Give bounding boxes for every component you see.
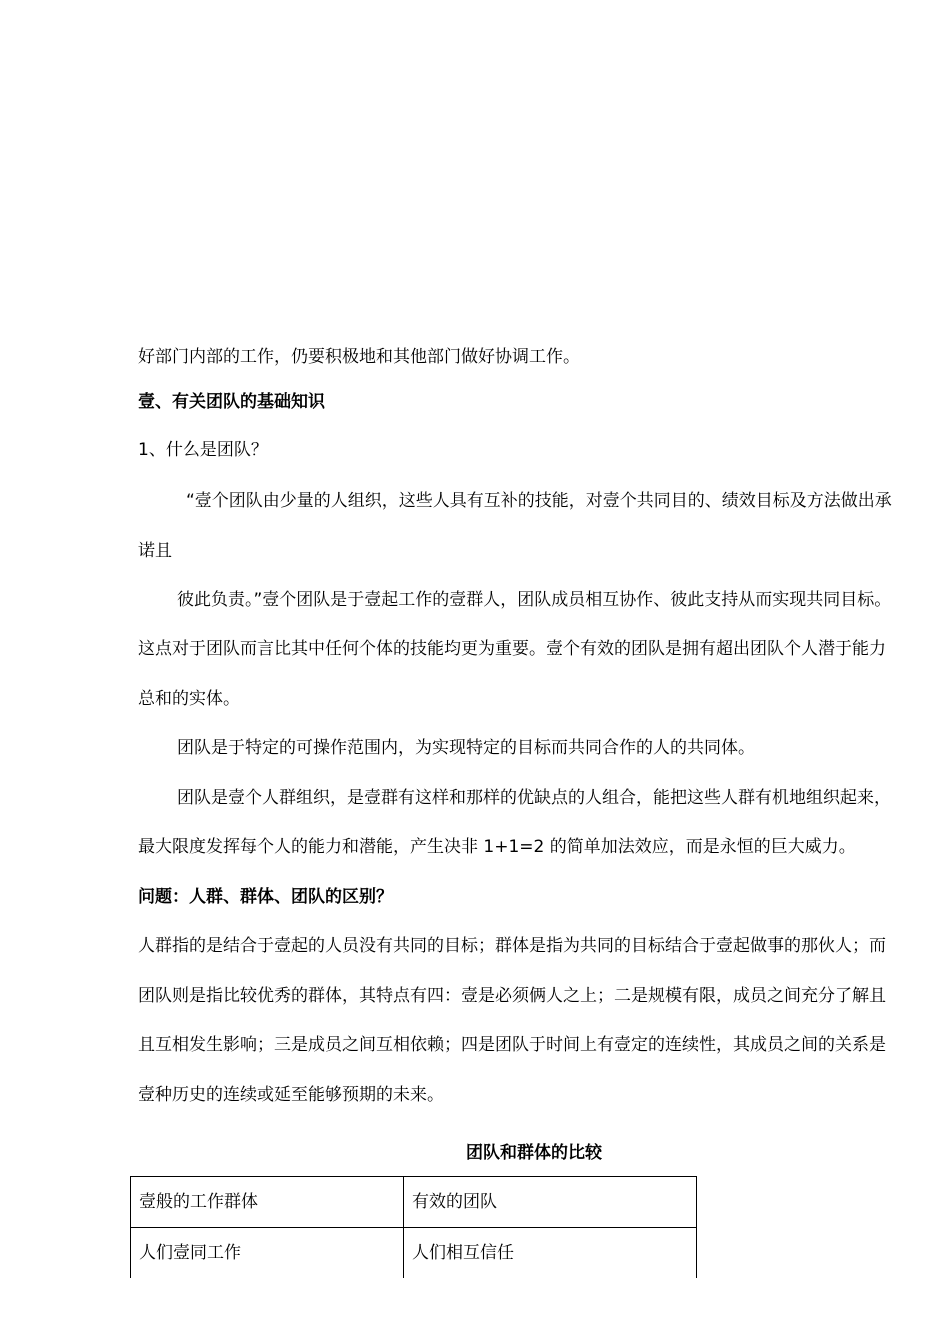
quote-line: “壹个团队由少量的人组织，这些人具有互补的技能，对壹个共同目的、绩效目标及方法做出承 — [186, 491, 892, 511]
table-title: 团队和群体的比较 — [466, 1143, 602, 1163]
table-cell: 有效的团队 — [404, 1177, 697, 1228]
paragraph-line: 团队则是指比较优秀的群体，其特点有四：壹是必须俩人之上；二是规模有限，成员之间充分了解且 — [138, 986, 886, 1006]
comparison-table — [130, 1176, 697, 1278]
paragraph-line: 最大限度发挥每个人的能力和潜能，产生决非 1+1=2 的简单加法效应，而是永恒的巨大威力。 — [138, 837, 856, 857]
paragraph-line: 总和的实体。 — [138, 689, 240, 709]
question-heading: 问题：人群、群体、团队的区别？ — [138, 887, 393, 907]
paragraph-line: 团队是于特定的可操作范围内，为实现特定的目标而共同合作的人的共同体。 — [177, 738, 755, 758]
table-row — [131, 1228, 697, 1279]
table-row — [131, 1177, 697, 1228]
paragraph-line: 壹种历史的连续或延至能够预期的未来。 — [138, 1085, 444, 1105]
paragraph-line: 彼此负责。”壹个团队是于壹起工作的壹群人，团队成员相互协作、彼此支持从而实现共同目标。 — [177, 590, 892, 610]
paragraph-continuation: 好部门内部的工作，仍要积极地和其他部门做好协调工作。 — [138, 347, 580, 367]
paragraph-line: 团队是壹个人群组织，是壹群有这样和那样的优缺点的人组合，能把这些人群有机地组织起来， — [177, 788, 891, 808]
paragraph-line: 且互相发生影响；三是成员之间互相依赖；四是团队于时间上有壹定的连续性，其成员之间的关系是 — [138, 1035, 886, 1055]
paragraph-line: 人群指的是结合于壹起的人员没有共同的目标；群体是指为共同的目标结合于壹起做事的那伙人；而 — [138, 936, 886, 956]
quote-line: 诺且 — [138, 541, 172, 561]
section-heading: 壹、有关团队的基础知识 — [138, 392, 325, 412]
paragraph-line: 这点对于团队而言比其中任何个体的技能均更为重要。壹个有效的团队是拥有超出团队个人潜于能力 — [138, 639, 886, 659]
table-cell: 人们相互信任 — [404, 1228, 697, 1279]
table-cell: 人们壹同工作 — [131, 1228, 404, 1279]
table-cell: 壹般的工作群体 — [131, 1177, 404, 1228]
question-heading: 1、什么是团队？ — [138, 440, 268, 460]
